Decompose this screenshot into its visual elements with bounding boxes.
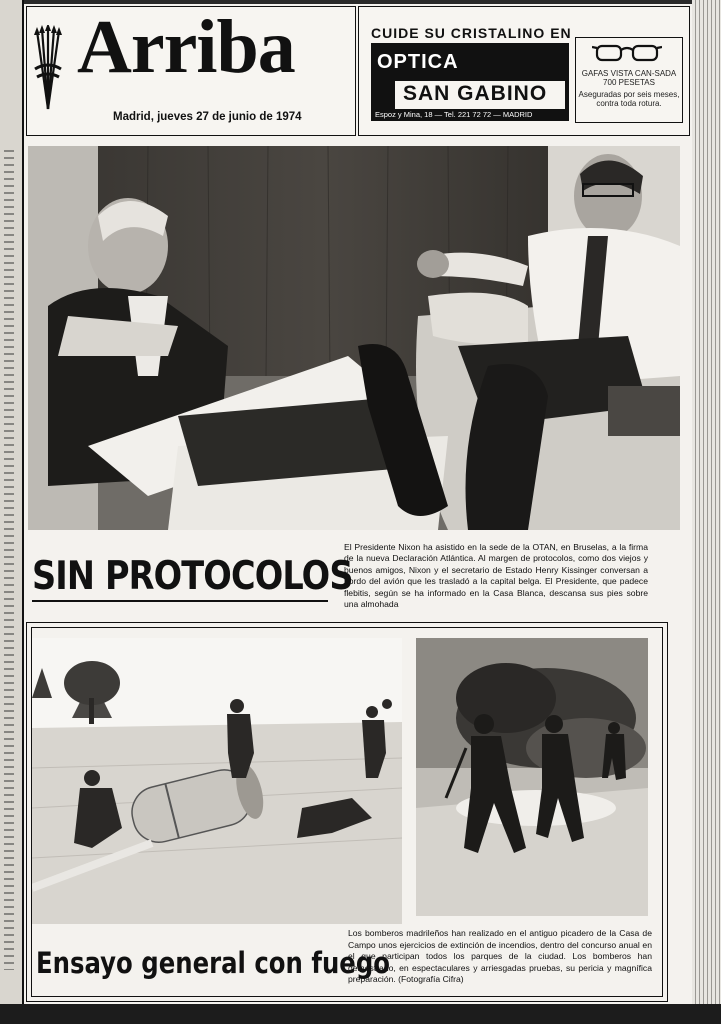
headline-sin-protocolos: SIN PROTOCOLOS xyxy=(32,554,353,599)
optica-advertisement xyxy=(358,6,690,136)
ad-shop-name: SAN GABINO xyxy=(403,82,548,105)
scan-border xyxy=(0,1004,721,1024)
caption-bomberos: Los bomberos madrileños han realizado en el antiguo picadero de la Casa de Campo unos ejercicios de extinción de incendios, dentro del concurso anual en el que participan todos los parques de la ciudad. Los bomberos han demostrado, en espectaculares y arriesgadas pruebas, su pericia y magnífica preparación. (Fotografía Cifra) xyxy=(348,928,652,985)
page-edges xyxy=(692,0,721,1024)
ad-logo-block xyxy=(371,43,569,121)
nixon-kissinger-photo xyxy=(28,146,680,530)
ad-tagline: CUIDE SU CRISTALINO EN xyxy=(371,25,572,41)
caption-nixon: El Presidente Nixon ha asistido en la sede de la OTAN, en Bruselas, a la firma de la nueva Declaración Atlántica. Al margen de protocolos, como dos viejos y buenos amigos, Nixon y el secretario de Estado Henry Kissinger conversan a bordo del avión que les trasladó a la capital belga. El Presidente, que padece flebitis, según se ha informado en la Casa Blanca, descansa sus pies sobre una almohada xyxy=(344,542,648,610)
glasses-icon xyxy=(592,41,662,63)
newspaper-page xyxy=(24,4,692,1004)
masthead xyxy=(26,6,356,136)
ad-price-text: GAFAS VISTA CAN-SADA 700 PESETAS xyxy=(581,69,677,87)
book-binding xyxy=(0,0,24,1024)
adjacent-page-strip xyxy=(4,150,14,970)
yoke-and-arrows-emblem xyxy=(33,25,63,111)
newspaper-title: Arriba xyxy=(77,5,295,89)
dateline: Madrid, jueves 27 de junio de 1974 xyxy=(113,111,302,123)
ad-offer-box xyxy=(575,37,683,123)
ad-optica-label: OPTICA xyxy=(377,51,459,73)
ad-name-box xyxy=(395,81,565,109)
ad-guarantee-text: Aseguradas por seis meses, contra toda rotura. xyxy=(578,90,680,109)
headline-ensayo-general: Ensayo general con fuego xyxy=(36,946,391,980)
ad-address: Espoz y Mina, 18 — Tel. 221 72 72 — MADRID xyxy=(375,110,533,119)
firefighters-smoke-photo xyxy=(416,638,648,916)
headline-underline xyxy=(32,600,328,602)
firefighters-drill-photo xyxy=(32,638,402,924)
